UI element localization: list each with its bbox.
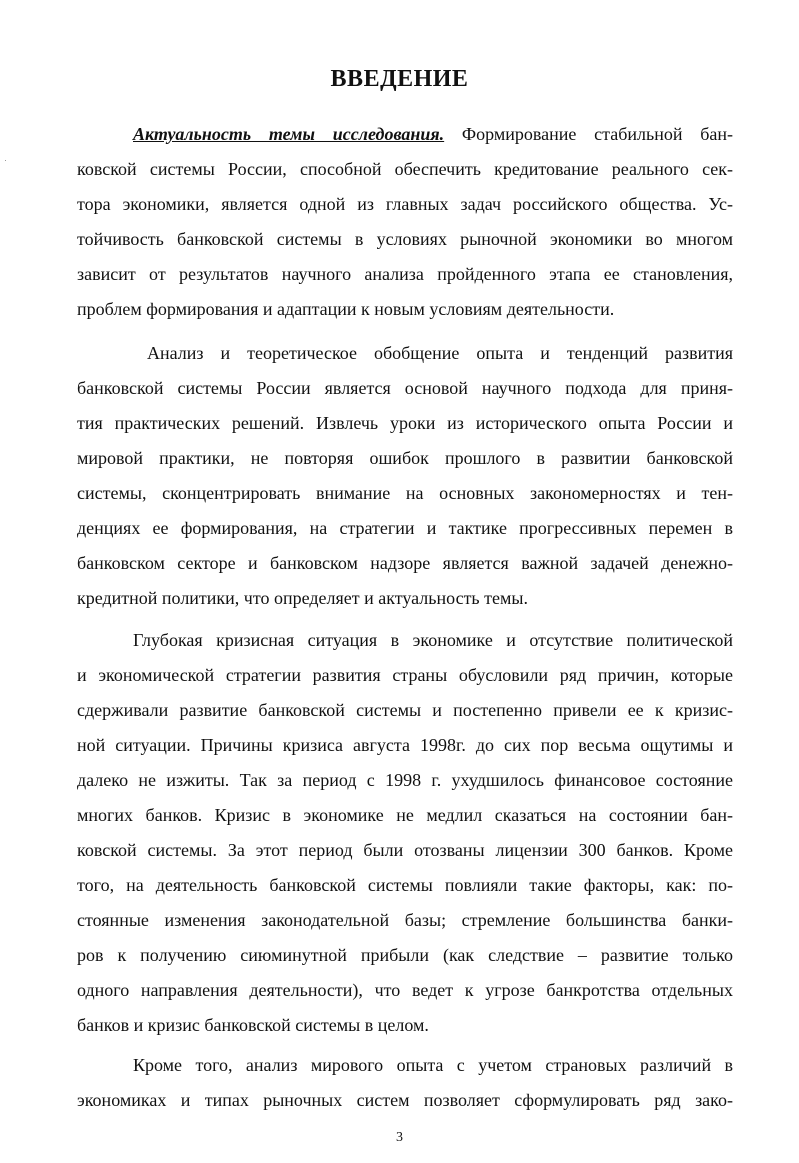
paragraph-4-line: Кроме того, анализ мирового опыта с учетом страновых различий в bbox=[133, 1055, 733, 1075]
paragraph-3-line: Глубокая кризисная ситуация в экономике и отсутствие политической bbox=[133, 630, 733, 650]
paragraph-3-line: и экономической стратегии развития страны обусловили ряд причин, которые bbox=[77, 665, 733, 685]
paragraph-3-line: сдерживали развитие банковской системы и постепенно привели ее к кризис- bbox=[77, 700, 733, 720]
paragraph-3-line: ной ситуации. Причины кризиса августа 1998г. до сих пор весьма ощутимы и bbox=[77, 735, 733, 755]
scan-speck bbox=[5, 160, 6, 161]
paragraph-1-line-1 bbox=[133, 122, 733, 146]
paragraph-1-line: тойчивость банковской системы в условиях рыночной экономики во многом bbox=[77, 229, 733, 249]
paragraph-2-line: банковской системы России является основой научного подхода для приня- bbox=[77, 378, 733, 398]
paragraph-1-line: проблем формирования и адаптации к новым условиям деятельности. bbox=[77, 299, 615, 319]
paragraph-3-line: многих банков. Кризис в экономике не медлил сказаться на состоянии бан- bbox=[77, 805, 733, 825]
paragraph-3-line: одного направления деятельности), что ведет к угрозе банкротства отдельных bbox=[77, 980, 733, 1000]
paragraph-2-line: системы, сконцентрировать внимание на основных закономерностях и тен- bbox=[77, 483, 733, 503]
paragraph-4-line: экономиках и типах рыночных систем позволяет сформулировать ряд зако- bbox=[77, 1090, 733, 1110]
paragraph-3-line: стоянные изменения законодательной базы; стремление большинства банки- bbox=[77, 910, 733, 930]
paragraph-1-line-1-text: Формирование стабильной бан- bbox=[444, 124, 733, 144]
paragraph-3-line: банков и кризис банковской системы в целом. bbox=[77, 1015, 429, 1035]
paragraph-2-line: денциях ее формирования, на стратегии и тактике прогрессивных перемен в bbox=[77, 518, 733, 538]
paragraph-3-line: ров к получению сиюминутной прибыли (как следствие – развитие только bbox=[77, 945, 733, 965]
paragraph-1-line: тора экономики, является одной из главных задач российского общества. Ус- bbox=[77, 194, 733, 214]
paragraph-3-line: ковской системы. За этот период были отозваны лицензии 300 банков. Кроме bbox=[77, 840, 733, 860]
paragraph-2-line: тия практических решений. Извлечь уроки из исторического опыта России и bbox=[77, 413, 733, 433]
paragraph-3-line: того, на деятельность банковской системы повлияли такие факторы, как: по- bbox=[77, 875, 733, 895]
page-title: ВВЕДЕНИЕ bbox=[330, 66, 469, 92]
paragraph-2-line: кредитной политики, что определяет и актуальность темы. bbox=[77, 588, 528, 608]
paragraph-1-line: ковской системы России, способной обеспечить кредитование реального сек- bbox=[77, 159, 733, 179]
paragraph-2-line: банковском секторе и банковском надзоре является важной задачей денежно- bbox=[77, 553, 733, 573]
page-number: 3 bbox=[396, 1130, 403, 1145]
paragraph-2-line: мировой практики, не повторяя ошибок прошлого в развитии банковской bbox=[77, 448, 733, 468]
paragraph-2-line: Анализ и теоретическое обобщение опыта и тенденций развития bbox=[147, 343, 733, 363]
section-lead-heading: Актуальность темы исследования. bbox=[133, 124, 445, 144]
paragraph-1-line: зависит от результатов научного анализа пройденного этапа ее становления, bbox=[77, 264, 733, 284]
paragraph-3-line: далеко не изжиты. Так за период с 1998 г. ухудшилось финансовое состояние bbox=[77, 770, 733, 790]
